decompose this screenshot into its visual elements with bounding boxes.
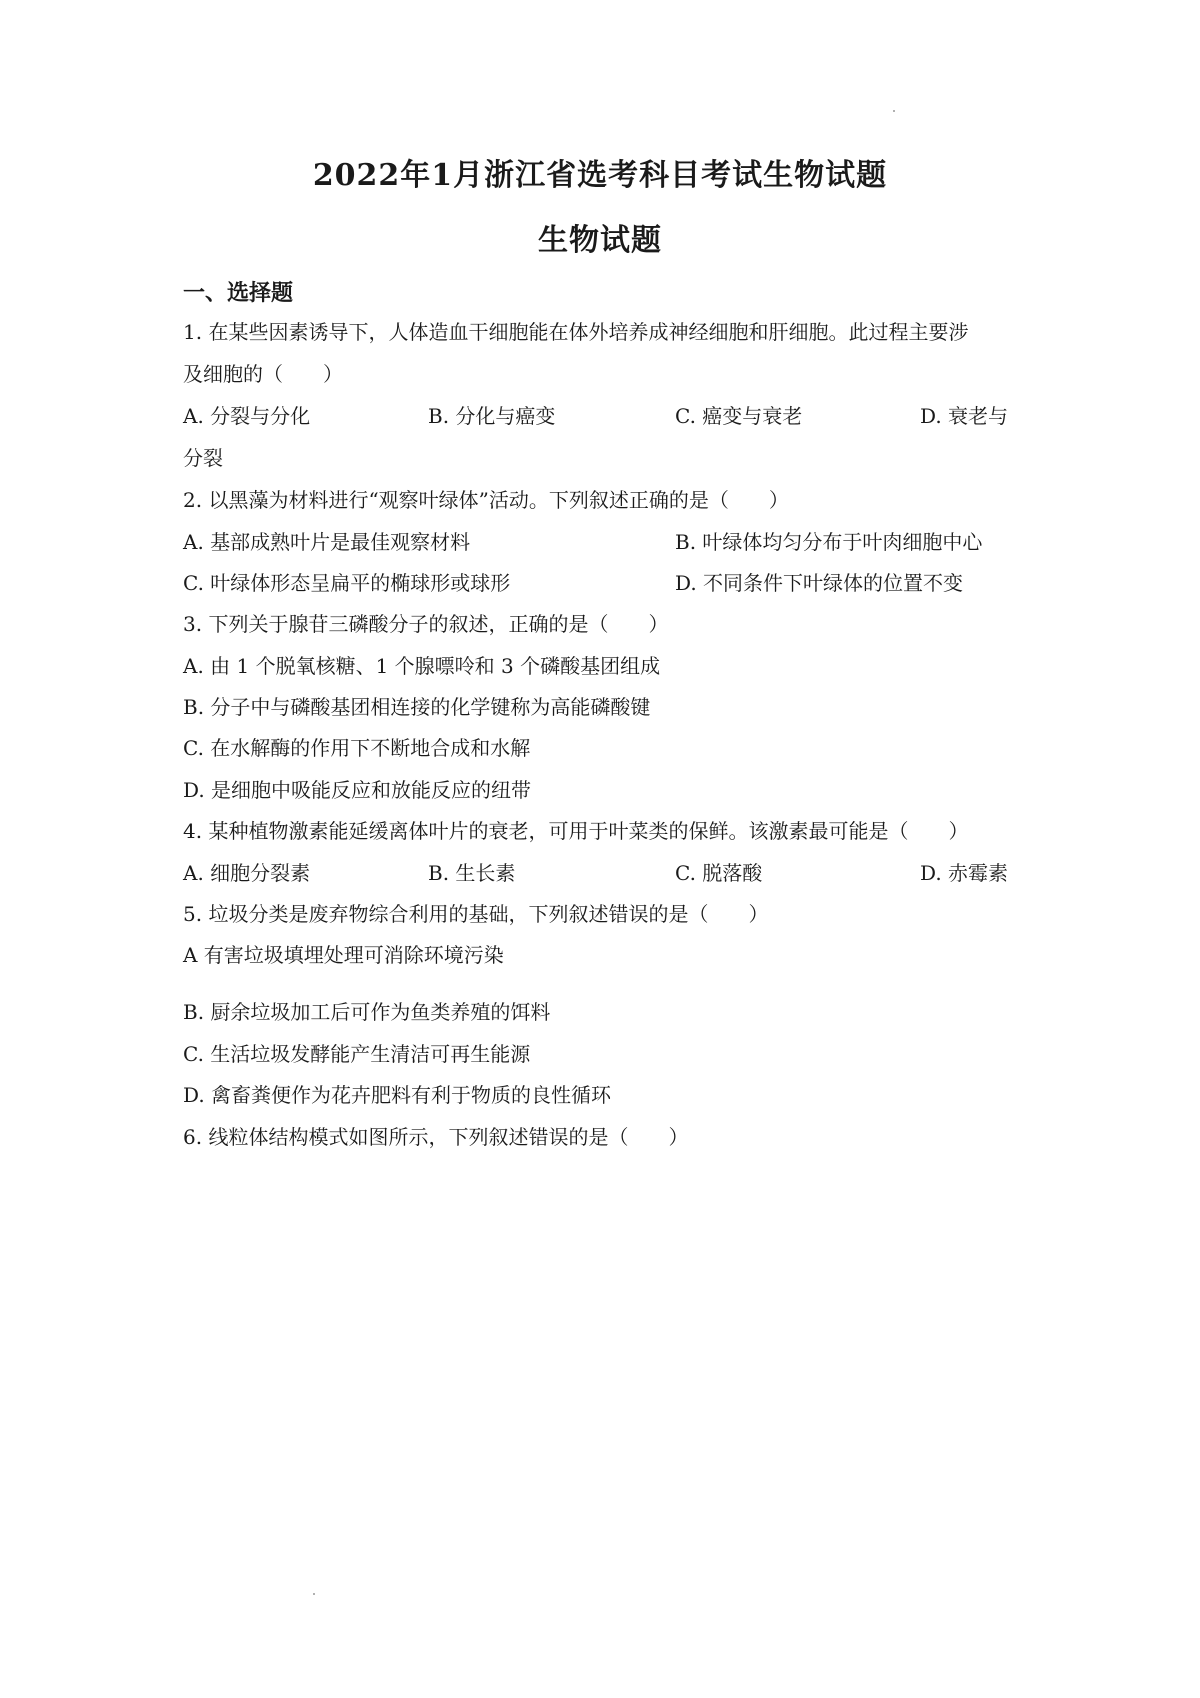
question-2-option-c[interactable]: C. 叶绿体形态呈扁平的椭球形或球形 (183, 571, 511, 595)
question-4-option-c[interactable]: C. 脱落酸 (675, 861, 763, 885)
question-2-option-a[interactable]: A. 基部成熟叶片是最佳观察材料 (183, 530, 471, 554)
question-1-stem-line-2: 及细胞的（ ） (183, 362, 343, 386)
question-5-stem: 5. 垃圾分类是废弃物综合利用的基础，下列叙述错误的是（ ） (183, 902, 769, 926)
question-5-option-b[interactable]: B. 厨余垃圾加工后可作为鱼类养殖的饵料 (183, 1000, 551, 1024)
question-2-option-d[interactable]: D. 不同条件下叶绿体的位置不变 (675, 571, 964, 595)
question-4-option-b[interactable]: B. 生长素 (428, 861, 516, 885)
question-4-option-d[interactable]: D. 赤霉素 (920, 861, 1009, 885)
question-1-option-d[interactable]: D. 衰老与 (920, 404, 1009, 428)
question-6-stem: 6. 线粒体结构模式如图所示，下列叙述错误的是（ ） (183, 1125, 689, 1149)
question-5-option-d[interactable]: D. 禽畜粪便作为花卉肥料有利于物质的良性循环 (183, 1083, 612, 1107)
question-2-option-b[interactable]: B. 叶绿体均匀分布于叶肉细胞中心 (675, 530, 983, 554)
question-3-option-c[interactable]: C. 在水解酶的作用下不断地合成和水解 (183, 736, 531, 760)
question-1-option-a[interactable]: A. 分裂与分化 (183, 404, 311, 428)
page-title: 2022年1月浙江省选考科目考试生物试题 (312, 158, 888, 193)
question-2-stem: 2. 以黑藻为材料进行“观察叶绿体”活动。下列叙述正确的是（ ） (183, 488, 789, 512)
question-1-option-c[interactable]: C. 癌变与衰老 (675, 404, 803, 428)
question-3-option-a[interactable]: A. 由 1 个脱氧核糖、1 个腺嘌呤和 3 个磷酸基团组成 (183, 654, 661, 678)
question-1-option-d-wrap: 分裂 (183, 446, 223, 470)
question-3-option-d[interactable]: D. 是细胞中吸能反应和放能反应的纽带 (183, 778, 532, 802)
section-heading: 一、选择题 (183, 280, 294, 306)
question-1-stem-line-1: 1. 在某些因素诱导下，人体造血干细胞能在体外培养成神经细胞和肝细胞。此过程主要涉 (183, 320, 969, 344)
scan-dot (893, 110, 895, 112)
question-3-stem: 3. 下列关于腺苷三磷酸分子的叙述，正确的是（ ） (183, 612, 669, 636)
question-4-stem: 4. 某种植物激素能延缓离体叶片的衰老，可用于叶菜类的保鲜。该激素最可能是（ ） (183, 819, 969, 843)
page-subtitle: 生物试题 (538, 223, 662, 258)
question-4-option-a[interactable]: A. 细胞分裂素 (183, 861, 311, 885)
question-5-option-c[interactable]: C. 生活垃圾发酵能产生清洁可再生能源 (183, 1042, 531, 1066)
question-3-option-b[interactable]: B. 分子中与磷酸基团相连接的化学键称为高能磷酸键 (183, 695, 651, 719)
question-5-option-a[interactable]: A 有害垃圾填埋处理可消除环境污染 (183, 943, 504, 967)
scan-dot (313, 1593, 315, 1595)
question-1-option-b[interactable]: B. 分化与癌变 (428, 404, 556, 428)
